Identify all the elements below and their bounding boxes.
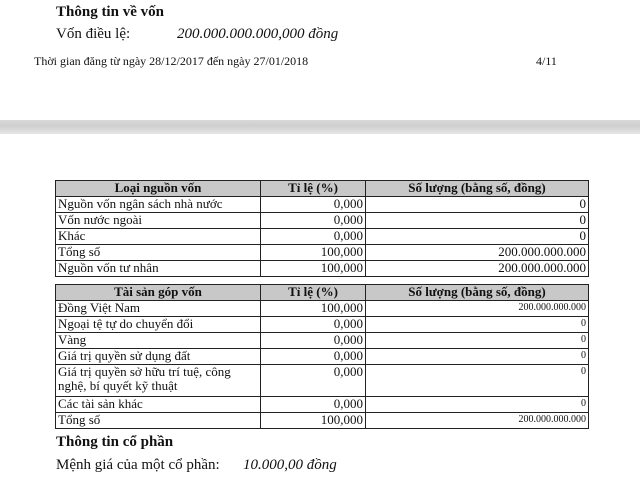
source-amount: 200.000.000.000 (366, 261, 589, 277)
table-row (56, 245, 589, 261)
source-name: Nguồn vốn tư nhân (56, 261, 261, 277)
asset-amount: 200.000.000.000 (366, 413, 589, 429)
table-row (56, 229, 589, 245)
asset-amount: 0 (366, 397, 589, 413)
table-row (56, 349, 589, 365)
source-ratio: 100,000 (261, 245, 366, 261)
table-row (56, 365, 589, 397)
table-row (56, 333, 589, 349)
table-header-row (56, 181, 589, 197)
registration-period: Thời gian đăng từ ngày 28/12/2017 đến ngày 27/01/2018 (34, 54, 309, 68)
asset-ratio: 0,000 (261, 333, 366, 349)
source-name: Nguồn vốn ngân sách nhà nước (56, 197, 261, 213)
column-header: Tỉ lệ (%) (261, 181, 366, 197)
column-header: Tỉ lệ (%) (261, 285, 366, 301)
table-header-row (56, 285, 589, 301)
asset-ratio: 0,000 (261, 317, 366, 333)
document-page-top (0, 0, 640, 120)
source-ratio: 0,000 (261, 229, 366, 245)
source-amount: 0 (366, 197, 589, 213)
asset-ratio: 100,000 (261, 301, 366, 317)
asset-name: Vàng (56, 333, 261, 349)
asset-ratio: 0,000 (261, 397, 366, 413)
source-ratio: 100,000 (261, 261, 366, 277)
asset-name: Các tài sản khác (56, 397, 261, 413)
capital-sources-table (55, 180, 589, 277)
column-header: Số lượng (bằng số, đồng) (366, 285, 589, 301)
source-amount: 0 (366, 229, 589, 245)
table-row (56, 213, 589, 229)
asset-name: Giá trị quyền sử dụng đất (56, 349, 261, 365)
page-separator (0, 120, 640, 134)
asset-amount: 200.000.000.000 (366, 301, 589, 317)
table-row (56, 261, 589, 277)
asset-amount: 0 (366, 349, 589, 365)
table-row (56, 301, 589, 317)
contributed-assets-table (55, 284, 589, 429)
source-name: Khác (56, 229, 261, 245)
asset-amount: 0 (366, 317, 589, 333)
table-row (56, 413, 589, 429)
table-row (56, 397, 589, 413)
asset-ratio: 100,000 (261, 413, 366, 429)
column-header: Số lượng (bằng số, đồng) (366, 181, 589, 197)
capital-info-title: Thông tin về vốn (56, 4, 164, 20)
source-name: Vốn nước ngoài (56, 213, 261, 229)
par-value-label: Mệnh giá của một cổ phần: (56, 457, 220, 473)
table-row (56, 197, 589, 213)
share-info-title: Thông tin cổ phần (56, 434, 174, 450)
charter-capital-label: Vốn điều lệ: (56, 26, 131, 42)
asset-amount: 0 (366, 365, 589, 397)
table-row (56, 317, 589, 333)
asset-amount: 0 (366, 333, 589, 349)
charter-capital-value: 200.000.000.000,000 đồng (177, 26, 339, 42)
source-amount: 200.000.000.000 (366, 245, 589, 261)
source-amount: 0 (366, 213, 589, 229)
column-header: Tài sản góp vốn (56, 285, 261, 301)
asset-name: Giá trị quyền sở hữu trí tuệ, công nghệ, bí quyết kỹ thuật (56, 365, 261, 397)
column-header: Loại nguồn vốn (56, 181, 261, 197)
asset-ratio: 0,000 (261, 365, 366, 397)
par-value: 10.000,00 đồng (243, 457, 337, 473)
source-name: Tổng số (56, 245, 261, 261)
asset-name: Đồng Việt Nam (56, 301, 261, 317)
asset-name: Tổng số (56, 413, 261, 429)
asset-ratio: 0,000 (261, 349, 366, 365)
page-number: 4/11 (536, 54, 557, 68)
source-ratio: 0,000 (261, 213, 366, 229)
asset-name: Ngoại tệ tự do chuyển đổi (56, 317, 261, 333)
source-ratio: 0,000 (261, 197, 366, 213)
